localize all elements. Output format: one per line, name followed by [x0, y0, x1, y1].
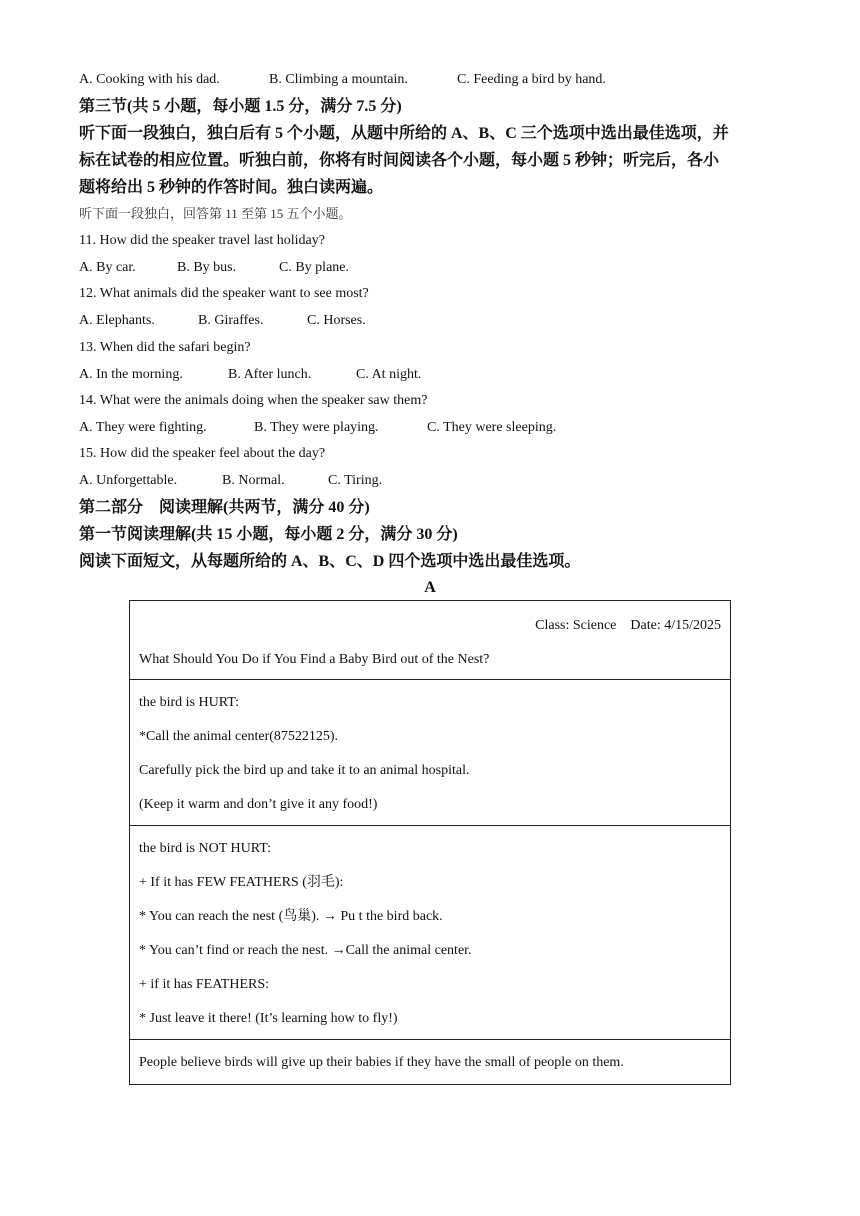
q11-option-a: A. By car.	[79, 260, 136, 275]
notice-header-cell	[130, 601, 731, 680]
question-12: 12. What animals did the speaker want to see most?	[79, 286, 369, 301]
section3-title: 第三节(共 5 小题，每小题 1.5 分，满分 7.5 分)	[79, 98, 402, 115]
q12-option-a: A. Elephants.	[79, 313, 155, 328]
notice-hurt-cell	[130, 680, 731, 826]
notice-not-hurt-cell	[130, 826, 731, 1040]
q15-option-c: C. Tiring.	[328, 473, 383, 488]
notice-title: What Should You Do if You Find a Baby Bird out of the Nest?	[139, 652, 490, 667]
q11-options	[79, 259, 349, 277]
q13-option-b: B. After lunch.	[228, 367, 312, 382]
q13-options	[79, 366, 421, 384]
q14-option-a: A. They were fighting.	[79, 420, 207, 435]
part2-section1-title: 第一节阅读理解(共 15 小题，每小题 2 分，满分 30 分)	[79, 526, 458, 543]
q14-options	[79, 419, 556, 437]
class-date: Class: Science Date: 4/15/2025	[535, 618, 721, 633]
q12-option-b: B. Giraffes.	[198, 313, 264, 328]
notice-header-row	[130, 601, 731, 680]
notice-not-hurt-row	[130, 826, 731, 1040]
question-13: 13. When did the safari begin?	[79, 340, 251, 355]
passage-label: A	[424, 579, 436, 596]
q15-option-a: A. Unforgettable.	[79, 473, 178, 488]
q15-option-b: B. Normal.	[222, 473, 285, 488]
question-14: 14. What were the animals doing when the speaker saw them?	[79, 393, 428, 408]
question-11: 11. How did the speaker travel last holiday?	[79, 233, 325, 248]
not-hurt-heading: the bird is NOT HURT:	[139, 841, 271, 856]
notice-table	[129, 600, 731, 1085]
q11-option-c: C. By plane.	[279, 260, 349, 275]
hurt-line-3: (Keep it warm and don’t give it any food!)	[139, 797, 378, 812]
listening-note: 听下面一段独白，回答第 11 至第 15 五个小题。	[79, 206, 352, 221]
q14-option-b: B. They were playing.	[254, 420, 379, 435]
notice-footer-row	[130, 1040, 731, 1085]
notice-footer: People believe birds will give up their babies if they have the small of people on them.	[139, 1055, 624, 1070]
part2-title: 第二部分 阅读理解(共两节，满分 40 分)	[79, 499, 370, 516]
section3-instruction-1: 听下面一段独白，独白后有 5 个小题，从题中所给的 A、B、C 三个选项中选出最佳选项，并	[79, 125, 729, 142]
q14-option-c: C. They were sleeping.	[427, 420, 557, 435]
section3-instruction-2: 标在试卷的相应位置。听独白前，你将有时间阅读各个小题，每小题 5 秒钟；听完后，各小	[79, 152, 720, 169]
q13-option-a: A. In the morning.	[79, 367, 183, 382]
q11-option-b: B. By bus.	[177, 260, 237, 275]
q15-options	[79, 472, 382, 490]
q10-option-c: C. Feeding a bird by hand.	[457, 72, 606, 87]
notice-hurt-row	[130, 680, 731, 826]
question-15: 15. How did the speaker feel about the day?	[79, 446, 326, 461]
notice-footer-cell	[130, 1040, 731, 1085]
section3-instruction-3: 题将给出 5 秒钟的作答时间。独白读两遍。	[79, 179, 384, 196]
not-hurt-line-5: * Just leave it there! (It’s learning how to fly!)	[139, 1011, 398, 1026]
q12-option-c: C. Horses.	[307, 313, 366, 328]
q13-option-c: C. At night.	[356, 367, 422, 382]
not-hurt-line-3: * You can’t find or reach the nest. →Call the animal center.	[139, 943, 472, 958]
not-hurt-line-4: + if it has FEATHERS:	[139, 977, 270, 992]
not-hurt-line-1: + If it has FEW FEATHERS (羽毛):	[139, 875, 344, 890]
part2-instruction: 阅读下面短文，从每题所给的 A、B、C、D 四个选项中选出最佳选项。	[79, 553, 581, 570]
q10-option-b: B. Climbing a mountain.	[269, 72, 408, 87]
hurt-heading: the bird is HURT:	[139, 695, 239, 710]
not-hurt-line-2: * You can reach the nest (鸟巢). → Pu t the bird back.	[139, 909, 443, 924]
q12-options	[79, 312, 366, 330]
hurt-line-1: *Call the animal center(87522125).	[139, 729, 339, 744]
hurt-line-2: Carefully pick the bird up and take it to an animal hospital.	[139, 763, 470, 778]
q10-options	[79, 71, 606, 89]
q10-option-a: A. Cooking with his dad.	[79, 72, 220, 87]
